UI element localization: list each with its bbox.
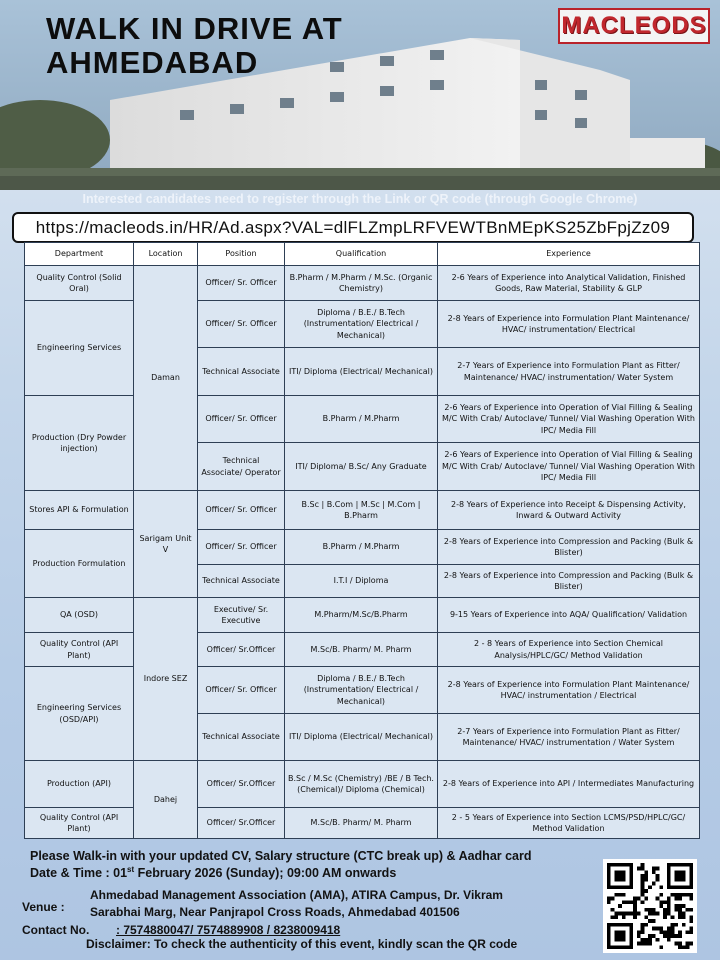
qr-module: [641, 927, 645, 931]
qr-module: [667, 927, 671, 931]
table-row: [25, 491, 700, 530]
job-openings-table: [24, 242, 700, 839]
qr-module: [641, 930, 645, 934]
qr-module: [644, 874, 648, 878]
qr-module: [659, 904, 663, 908]
qr-module: [614, 912, 618, 916]
qr-module: [644, 942, 648, 946]
qr-module: [682, 923, 686, 927]
position-cell: Officer/ Sr. Officer: [198, 667, 285, 714]
qr-module: [682, 915, 686, 919]
qr-module: [689, 930, 693, 934]
department-cell: Quality Control (API Plant): [25, 808, 134, 839]
qr-module: [648, 938, 652, 942]
experience-cell: 2-6 Years of Experience into Operation of Vial Filling & Sealing M/C With Crab/ Autoclave/ Tunnel/ Vial Washing Operation With IPC/ Media Fill: [438, 396, 700, 443]
position-cell: Officer/ Sr. Officer: [198, 266, 285, 301]
qr-module: [682, 912, 686, 916]
qr-module: [674, 934, 678, 938]
experience-cell: 2-6 Years of Experience into Analytical Validation, Finished Goods, Raw Material, Stability & GLP: [438, 266, 700, 301]
qr-module: [667, 934, 671, 938]
qr-module: [618, 893, 622, 897]
qr-module: [686, 945, 690, 949]
qr-module: [663, 930, 667, 934]
qr-module: [611, 897, 615, 901]
qr-module: [671, 893, 675, 897]
experience-cell: 2-8 Years of Experience into Compression and Packing (Bulk & Blister): [438, 530, 700, 565]
qr-module: [644, 889, 648, 893]
register-note: Interested candidates need to register through the Link or QR code (through Google Chrome): [82, 192, 638, 206]
qr-module: [689, 897, 693, 901]
qr-module: [678, 897, 682, 901]
qr-module: [629, 912, 633, 916]
location-cell: Indore SEZ: [134, 598, 198, 761]
table-row: [25, 761, 700, 808]
qr-module: [622, 900, 626, 904]
qr-module: [689, 942, 693, 946]
qr-module: [686, 893, 690, 897]
qr-code-icon[interactable]: [603, 859, 697, 953]
qr-module: [652, 912, 656, 916]
qr-module: [678, 942, 682, 946]
qr-module: [622, 912, 626, 916]
qr-module: [674, 942, 678, 946]
qr-module: [667, 900, 671, 904]
qr-module: [678, 893, 682, 897]
qr-module: [656, 874, 660, 878]
qr-module: [641, 923, 645, 927]
qr-module: [644, 870, 648, 874]
qr-module: [648, 908, 652, 912]
qr-module: [637, 912, 641, 916]
page-title: [46, 12, 343, 80]
position-cell: Officer/ Sr.Officer: [198, 808, 285, 839]
qr-module: [652, 927, 656, 931]
qr-module: [629, 900, 633, 904]
date-suffix: February 2026 (Sunday); 09:00 AM onwards: [134, 866, 397, 881]
title-line-2: AHMEDABAD: [46, 45, 259, 80]
qualification-cell: ITI/ Diploma/ B.Sc/ Any Graduate: [285, 443, 438, 491]
qr-module: [622, 915, 626, 919]
qualification-cell: Diploma / B.E./ B.Tech (Instrumentation/ Electrical / Mechanical): [285, 301, 438, 348]
department-cell: QA (OSD): [25, 598, 134, 633]
qr-module: [622, 893, 626, 897]
qr-module: [607, 900, 611, 904]
qualification-cell: B.Sc / M.Sc (Chemistry) /BE / B Tech. (Chemical)/ Diploma (Chemical): [285, 761, 438, 808]
position-cell: Technical Associate: [198, 565, 285, 598]
contact-numbers[interactable]: : 7574880047/ 7574889908 / 8238009418: [116, 923, 341, 937]
venue-address: [90, 887, 570, 921]
qr-module: [667, 930, 671, 934]
qr-module: [663, 934, 667, 938]
qr-module: [678, 945, 682, 949]
qr-module: [641, 942, 645, 946]
venue-line-1: Ahmedabad Management Association (AMA), ATIRA Campus, Dr. Vikram: [90, 888, 503, 902]
qr-module: [674, 904, 678, 908]
position-cell: Officer/ Sr.Officer: [198, 633, 285, 667]
qr-module: [626, 900, 630, 904]
qualification-cell: ITI/ Diploma (Electrical/ Mechanical): [285, 348, 438, 396]
table-row: [25, 396, 700, 443]
qr-module: [678, 915, 682, 919]
qr-module: [674, 923, 678, 927]
venue-line-2: Sarabhai Marg, Near Panjrapol Cross Roads, Ahmedabad 401506: [90, 905, 460, 919]
experience-cell: 2-8 Years of Experience into Formulation Plant Maintenance/ HVAC/ instrumentation / Electrical: [438, 667, 700, 714]
qr-module: [641, 900, 645, 904]
date-time: [30, 865, 396, 880]
disclaimer: Disclaimer: To check the authenticity of this event, kindly scan the QR code: [86, 937, 518, 951]
macleods-logo: [558, 8, 710, 44]
qr-module: [667, 938, 671, 942]
table-row: [25, 633, 700, 667]
qr-module: [644, 915, 648, 919]
qr-module: [667, 912, 671, 916]
experience-cell: 2-8 Years of Experience into API / Intermediates Manufacturing: [438, 761, 700, 808]
qr-module: [667, 908, 671, 912]
header-location: Location: [134, 243, 198, 266]
department-cell: Engineering Services: [25, 301, 134, 396]
hero-banner: [0, 0, 720, 190]
department-cell: Stores API & Formulation: [25, 491, 134, 530]
qr-module: [674, 893, 678, 897]
qr-module: [641, 878, 645, 882]
qr-module: [659, 900, 663, 904]
qualification-cell: M.Sc/B. Pharm/ M. Pharm: [285, 808, 438, 839]
department-cell: Engineering Services (OSD/API): [25, 667, 134, 761]
position-cell: Technical Associate: [198, 714, 285, 761]
department-cell: Production Formulation: [25, 530, 134, 598]
qr-module: [611, 915, 615, 919]
qualification-cell: I.T.I / Diploma: [285, 565, 438, 598]
qr-module: [648, 912, 652, 916]
qr-module: [652, 882, 656, 886]
qr-module: [656, 867, 660, 871]
qualification-cell: B.Pharm / M.Pharm: [285, 396, 438, 443]
position-cell: Technical Associate/ Operator: [198, 443, 285, 491]
qr-module: [652, 919, 656, 923]
contact-label: Contact No.: [22, 923, 90, 937]
title-line-1: WALK IN DRIVE AT: [46, 11, 343, 46]
qr-module: [678, 904, 682, 908]
qualification-cell: M.Pharm/M.Sc/B.Pharm: [285, 598, 438, 633]
qr-module: [633, 904, 637, 908]
qr-module: [641, 863, 645, 867]
qr-module: [671, 934, 675, 938]
qr-module: [682, 893, 686, 897]
qr-module: [641, 889, 645, 893]
logo-text: MACLEODS: [561, 12, 707, 39]
experience-cell: 2 - 5 Years of Experience into Section LCMS/PSD/HPLC/GC/ Method Validation: [438, 808, 700, 839]
qr-module: [656, 897, 660, 901]
qr-module: [659, 893, 663, 897]
position-cell: Executive/ Sr. Executive: [198, 598, 285, 633]
table-row: [25, 301, 700, 348]
qr-module: [607, 897, 611, 901]
qr-module: [689, 908, 693, 912]
qr-module: [663, 912, 667, 916]
qr-module: [686, 908, 690, 912]
qr-module: [678, 908, 682, 912]
qr-module: [689, 893, 693, 897]
qr-module: [659, 945, 663, 949]
experience-cell: 2-7 Years of Experience into Formulation Plant as Fitter/ Maintenance/ HVAC/ instrumentation/ Water System: [438, 348, 700, 396]
qr-module: [656, 938, 660, 942]
qr-module: [618, 912, 622, 916]
experience-cell: 2-8 Years of Experience into Compression and Packing (Bulk & Blister): [438, 565, 700, 598]
qr-module: [633, 908, 637, 912]
qr-module: [659, 927, 663, 931]
qr-module: [686, 930, 690, 934]
qr-module: [671, 927, 675, 931]
position-cell: Officer/ Sr. Officer: [198, 491, 285, 530]
location-cell: Sarigam Unit V: [134, 491, 198, 598]
qualification-cell: B.Sc | B.Com | M.Sc | M.Com | B.Pharm: [285, 491, 438, 530]
qr-module: [618, 904, 622, 908]
position-cell: Officer/ Sr. Officer: [198, 530, 285, 565]
qr-module: [648, 934, 652, 938]
qr-module: [659, 930, 663, 934]
qualification-cell: M.Sc/B. Pharm/ M. Pharm: [285, 633, 438, 667]
qr-module: [644, 938, 648, 942]
qr-module: [652, 908, 656, 912]
qr-module: [659, 885, 663, 889]
department-cell: Production (Dry Powder injection): [25, 396, 134, 491]
position-cell: Officer/ Sr.Officer: [198, 761, 285, 808]
qr-module: [667, 904, 671, 908]
qr-module: [663, 900, 667, 904]
qr-module: [637, 897, 641, 901]
qr-module: [641, 885, 645, 889]
qr-module: [644, 897, 648, 901]
qr-module: [674, 908, 678, 912]
qr-module: [656, 878, 660, 882]
header-qualification: Qualification: [285, 243, 438, 266]
table-header-row: [25, 243, 700, 266]
qr-module: [641, 893, 645, 897]
qr-module: [641, 938, 645, 942]
position-cell: Officer/ Sr. Officer: [198, 396, 285, 443]
qr-module: [614, 893, 618, 897]
qr-module: [641, 874, 645, 878]
qr-module: [633, 897, 637, 901]
table-row: [25, 667, 700, 714]
qr-module: [637, 930, 641, 934]
header-position: Position: [198, 243, 285, 266]
qr-module: [611, 908, 615, 912]
experience-cell: 9-15 Years of Experience into AQA/ Qualification/ Validation: [438, 598, 700, 633]
qr-module: [637, 942, 641, 946]
qualification-cell: B.Pharm / M.Pharm: [285, 530, 438, 565]
qr-module: [614, 915, 618, 919]
qr-module: [678, 934, 682, 938]
location-cell: Daman: [134, 266, 198, 491]
qr-module: [667, 897, 671, 901]
qr-module: [641, 867, 645, 871]
experience-cell: 2-6 Years of Experience into Operation of Vial Filling & Sealing M/C With Crab/ Autoclave/ Tunnel/ Vial Washing Operation With IPC/ Media Fill: [438, 443, 700, 491]
qr-module: [682, 945, 686, 949]
date-ordinal: st: [127, 865, 135, 874]
qr-module: [644, 878, 648, 882]
qr-module: [648, 942, 652, 946]
qr-module: [656, 912, 660, 916]
qr-module: [637, 867, 641, 871]
qr-module: [663, 915, 667, 919]
experience-cell: 2-8 Years of Experience into Formulation Plant Maintenance/ HVAC/ instrumentation/ Electrical: [438, 301, 700, 348]
location-cell: Dahej: [134, 761, 198, 839]
qr-module: [678, 930, 682, 934]
qr-module: [671, 915, 675, 919]
qr-module: [652, 870, 656, 874]
registration-link[interactable]: https://macleods.in/HR/Ad.aspx?VAL=dlFLZmpLRFVEWTBnMEpKS25ZbFpjZz09: [12, 212, 694, 243]
qr-module: [689, 927, 693, 931]
qr-module: [656, 927, 660, 931]
qr-module: [626, 912, 630, 916]
qr-module: [689, 919, 693, 923]
qr-module: [678, 912, 682, 916]
header-department: Department: [25, 243, 134, 266]
qr-module: [648, 885, 652, 889]
table-row: [25, 266, 700, 301]
qr-module: [682, 904, 686, 908]
qr-module: [686, 942, 690, 946]
header-experience: Experience: [438, 243, 700, 266]
qualification-cell: Diploma / B.E./ B.Tech (Instrumentation/ Electrical / Mechanical): [285, 667, 438, 714]
qr-module: [689, 915, 693, 919]
qr-module: [652, 867, 656, 871]
qr-module: [671, 923, 675, 927]
qr-module: [644, 923, 648, 927]
qr-module: [633, 912, 637, 916]
qr-module: [663, 908, 667, 912]
qualification-cell: ITI/ Diploma (Electrical/ Mechanical): [285, 714, 438, 761]
qr-module: [652, 934, 656, 938]
experience-cell: 2-8 Years of Experience into Receipt & Dispensing Activity, Inward & Outward Activity: [438, 491, 700, 530]
department-cell: Production (API): [25, 761, 134, 808]
qr-module: [648, 919, 652, 923]
position-cell: Technical Associate: [198, 348, 285, 396]
date-prefix: Date & Time : 01: [30, 866, 128, 881]
experience-cell: 2-7 Years of Experience into Formulation Plant as Fitter/ Maintenance/ HVAC/ instrumentation / Water System: [438, 714, 700, 761]
department-cell: Quality Control (Solid Oral): [25, 266, 134, 301]
qr-module: [637, 934, 641, 938]
qr-module: [644, 908, 648, 912]
qr-module: [633, 915, 637, 919]
venue-label: Venue :: [22, 900, 65, 914]
experience-cell: 2 - 8 Years of Experience into Section Chemical Analysis/HPLC/GC/ Method Validation: [438, 633, 700, 667]
table-row: [25, 530, 700, 565]
table-row: [25, 598, 700, 633]
table-row: [25, 808, 700, 839]
qr-module: [671, 930, 675, 934]
walkin-instructions: Please Walk-in with your updated CV, Salary structure (CTC break up) & Aadhar card: [30, 849, 532, 863]
qualification-cell: B.Pharm / M.Pharm / M.Sc. (Organic Chemistry): [285, 266, 438, 301]
qr-module: [674, 897, 678, 901]
qr-module: [641, 882, 645, 886]
qr-module: [633, 900, 637, 904]
position-cell: Officer/ Sr. Officer: [198, 301, 285, 348]
department-cell: Quality Control (API Plant): [25, 633, 134, 667]
